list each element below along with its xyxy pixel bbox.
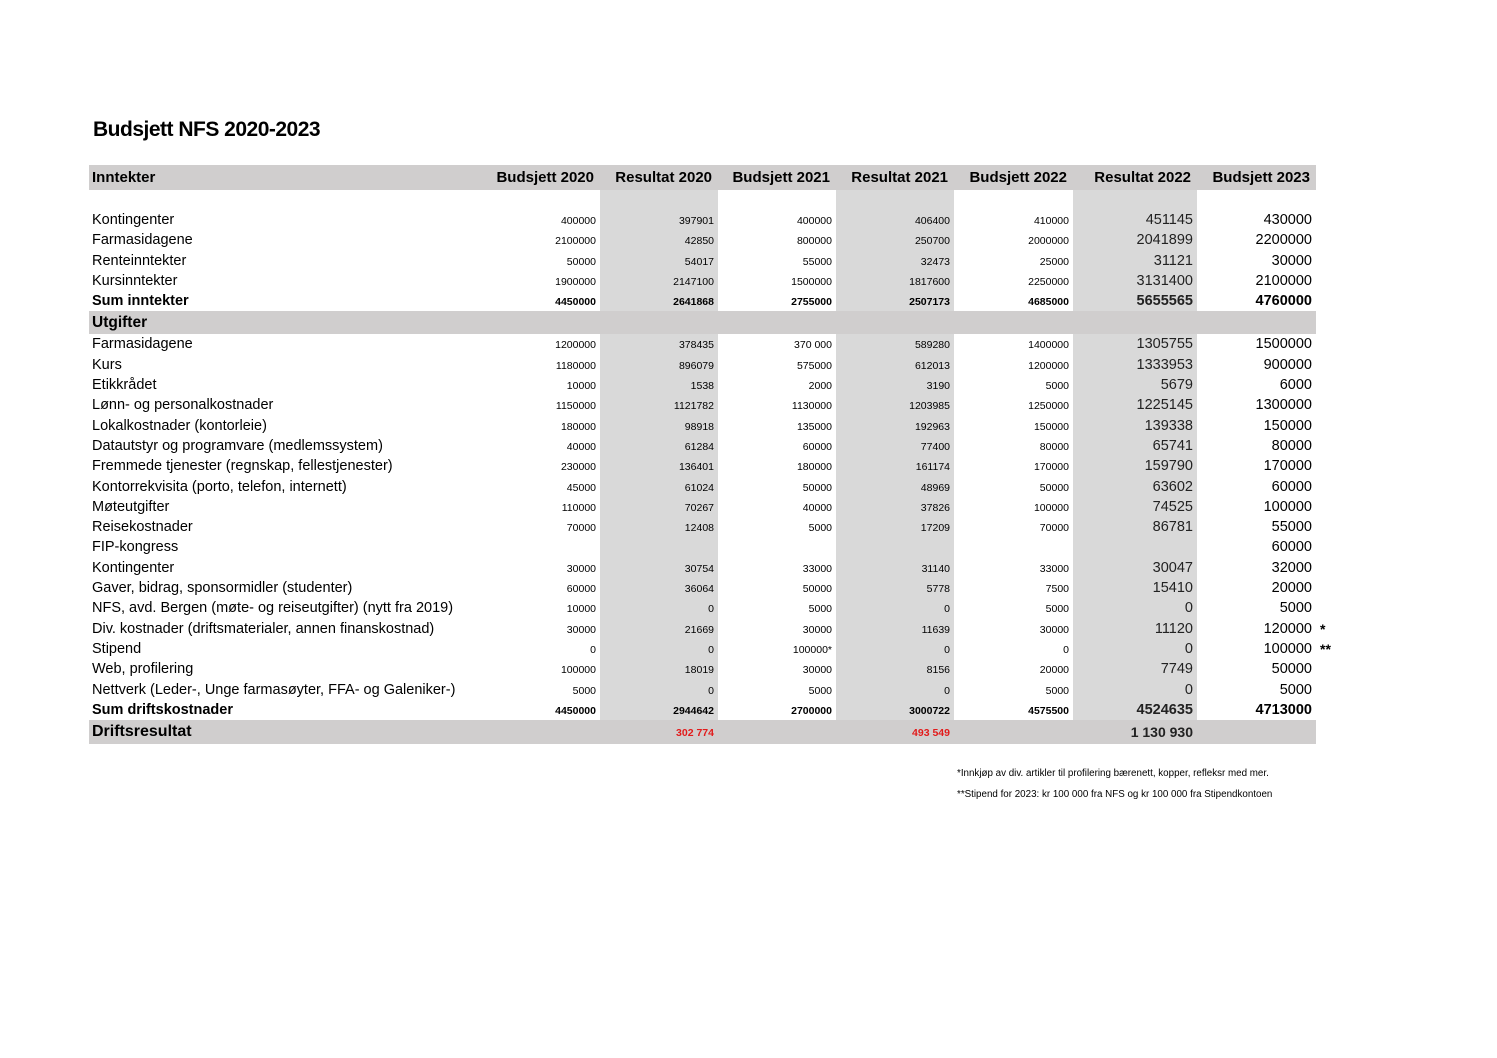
- value-cell: 33000: [1039, 562, 1069, 575]
- value-cell: 10000: [566, 380, 596, 393]
- value-cell: 55000: [802, 255, 832, 268]
- row-label: Datautstyr og programvare (medlemssystem): [92, 437, 383, 454]
- row-label: Kontingenter: [92, 212, 175, 228]
- value-cell: 135000: [796, 420, 832, 433]
- value-cell: 150000: [1263, 417, 1312, 434]
- value-cell: 575000: [796, 359, 832, 372]
- value-cell: 4524635: [1073, 700, 1197, 720]
- value-cell: 30000: [1271, 252, 1312, 269]
- header-budsjett-2021: Budsjett 2021: [732, 169, 830, 186]
- value-cell: [600, 537, 718, 557]
- value-cell: 493 549: [912, 727, 950, 740]
- header-resultat-2021: Resultat 2021: [851, 169, 948, 186]
- table-row: [89, 334, 1316, 354]
- value-cell: 60000: [802, 440, 832, 453]
- table-row: [89, 639, 1331, 659]
- value-cell: 0: [836, 598, 954, 618]
- value-cell: [1197, 720, 1316, 744]
- value-cell: 451145: [1073, 210, 1197, 230]
- value-cell: 18019: [600, 659, 718, 679]
- value-cell: 5000: [1045, 380, 1069, 393]
- value-cell: 2944642: [600, 700, 718, 720]
- value-cell: 400000: [796, 215, 832, 227]
- value-cell: 400000: [560, 215, 596, 227]
- value-cell: 3190: [836, 375, 954, 395]
- budget-table: [89, 165, 1331, 744]
- value-cell: 397901: [600, 210, 718, 230]
- income-section: [89, 210, 1316, 291]
- row-label: Reisekostnader: [92, 519, 193, 536]
- value-cell: 250700: [836, 230, 954, 250]
- table-row: [89, 680, 1316, 700]
- value-cell: 2755000: [791, 296, 832, 309]
- row-label: Nettverk (Leder-, Unge farmasøyter, FFA- og Galeniker-): [92, 681, 456, 698]
- value-cell: [954, 537, 1073, 557]
- row-label: Sum inntekter: [92, 293, 189, 310]
- value-cell: 30000: [566, 623, 596, 636]
- value-cell: 63602: [1073, 477, 1197, 497]
- value-cell: [483, 537, 600, 557]
- value-cell: 159790: [1073, 456, 1197, 476]
- table-row: [89, 477, 1316, 497]
- value-cell: 139338: [1073, 416, 1197, 436]
- value-cell: 1500000: [791, 275, 832, 288]
- value-cell: 20000: [1039, 664, 1069, 677]
- value-cell: 21669: [600, 619, 718, 639]
- value-cell: 1130000: [791, 400, 832, 413]
- value-cell: 2250000: [1028, 275, 1069, 288]
- value-cell: 11639: [836, 619, 954, 639]
- value-cell: 70000: [1039, 522, 1069, 535]
- page-title: Budsjett NFS 2020-2023: [93, 118, 321, 141]
- table-row: [89, 659, 1316, 679]
- value-cell: 60000: [566, 583, 596, 596]
- row-label: Driftsresultat: [92, 723, 192, 741]
- value-cell: 180000: [560, 420, 596, 433]
- table-row: [89, 598, 1316, 618]
- value-cell: 800000: [796, 235, 832, 248]
- value-cell: 378435: [600, 334, 718, 354]
- value-cell: 65741: [1073, 436, 1197, 456]
- value-cell: 100000*: [792, 643, 832, 656]
- value-cell: 60000: [1271, 478, 1312, 495]
- value-cell: 302 774: [676, 727, 714, 740]
- value-cell: 5778: [836, 578, 954, 598]
- table-row: [89, 578, 1316, 598]
- value-cell: 32473: [836, 251, 954, 271]
- row-label: Gaver, bidrag, sponsormidler (studenter): [92, 580, 353, 597]
- value-cell: 61024: [600, 477, 718, 497]
- row-label: Sum driftskostnader: [92, 701, 233, 718]
- value-cell: 2000: [808, 380, 832, 393]
- value-cell: 48969: [836, 477, 954, 497]
- value-cell: 150000: [1033, 420, 1069, 433]
- value-cell: 100000: [1263, 498, 1312, 515]
- value-cell: 120000: [1263, 620, 1312, 637]
- value-cell: 0: [1063, 643, 1069, 656]
- value-cell: 5000: [808, 603, 832, 616]
- value-cell: 17209: [836, 517, 954, 537]
- spacer-row: [89, 190, 1316, 210]
- header-resultat-2022: Resultat 2022: [1094, 169, 1191, 186]
- value-cell: 900000: [1263, 356, 1312, 373]
- value-cell: 98918: [600, 416, 718, 436]
- value-cell: 370 000: [794, 339, 832, 352]
- value-cell: 1200000: [1028, 359, 1069, 372]
- value-cell: 50000: [1039, 481, 1069, 494]
- value-cell: 86781: [1073, 517, 1197, 537]
- value-cell: 2700000: [791, 704, 832, 717]
- value-cell: 1400000: [1028, 339, 1069, 352]
- value-cell: 1900000: [555, 275, 596, 288]
- footnote-mark: *: [1320, 620, 1326, 637]
- table-row: [89, 210, 1316, 230]
- value-cell: 60000: [1271, 539, 1312, 556]
- table-row: [89, 497, 1316, 517]
- value-cell: 4713000: [1255, 701, 1312, 718]
- value-cell: 230000: [560, 461, 596, 474]
- row-label: Kursinntekter: [92, 272, 178, 289]
- value-cell: 2507173: [836, 291, 954, 311]
- footnote-mark: **: [1320, 640, 1331, 657]
- table-row: [89, 537, 1316, 557]
- value-cell: 0: [1073, 639, 1197, 659]
- value-cell: 170000: [1033, 461, 1069, 474]
- header-budsjett-2023: Budsjett 2023: [1212, 169, 1310, 186]
- value-cell: 50000: [802, 481, 832, 494]
- table-header-row: [89, 165, 1316, 190]
- value-cell: 5000: [808, 522, 832, 535]
- value-cell: 110000: [561, 501, 596, 514]
- row-label: Farmasidagene: [92, 336, 193, 353]
- value-cell: 40000: [802, 501, 832, 514]
- row-label: FIP-kongress: [92, 539, 179, 556]
- value-cell: 11120: [1073, 619, 1197, 639]
- value-cell: 70000: [566, 522, 596, 535]
- value-cell: 0: [600, 639, 718, 659]
- value-cell: [718, 537, 836, 557]
- value-cell: 0: [1073, 680, 1197, 700]
- value-cell: 0: [600, 598, 718, 618]
- value-cell: 8156: [836, 659, 954, 679]
- value-cell: 7749: [1073, 659, 1197, 679]
- value-cell: [483, 720, 600, 744]
- expense-sum-row: [89, 700, 1316, 720]
- value-cell: 1250000: [1028, 400, 1069, 413]
- value-cell: 430000: [1263, 212, 1312, 228]
- value-cell: 31140: [836, 558, 954, 578]
- value-cell: 20000: [1271, 580, 1312, 597]
- row-label: Fremmede tjenester (regnskap, fellestjenester): [92, 458, 393, 475]
- value-cell: 50000: [1271, 661, 1312, 678]
- table-row: [89, 619, 1326, 639]
- value-cell: 1200000: [555, 339, 596, 352]
- row-label: Lokalkostnader (kontorleie): [92, 417, 267, 434]
- value-cell: 589280: [836, 334, 954, 354]
- value-cell: 1225145: [1073, 395, 1197, 415]
- value-cell: 3000722: [836, 700, 954, 720]
- value-cell: 100000: [1263, 640, 1312, 657]
- row-label: Kurs: [92, 356, 122, 373]
- value-cell: 1150000: [555, 400, 596, 413]
- value-cell: 1 130 930: [1130, 724, 1193, 741]
- expenses-heading: Utgifter: [92, 314, 148, 332]
- header-inntekter: Inntekter: [92, 169, 156, 186]
- value-cell: 4575500: [1028, 704, 1069, 717]
- value-cell: 192963: [836, 416, 954, 436]
- value-cell: 1333953: [1073, 355, 1197, 375]
- value-cell: 5000: [1279, 600, 1312, 617]
- row-label: Etikkrådet: [92, 377, 157, 394]
- row-label: Renteinntekter: [92, 252, 187, 269]
- table-row: [89, 558, 1316, 578]
- table-row: [89, 416, 1316, 436]
- value-cell: [1073, 537, 1197, 557]
- value-cell: 1538: [600, 375, 718, 395]
- value-cell: 50000: [802, 583, 832, 596]
- value-cell: 0: [1073, 598, 1197, 618]
- value-cell: 2147100: [600, 271, 718, 291]
- value-cell: 74525: [1073, 497, 1197, 517]
- value-cell: 5655565: [1073, 291, 1197, 311]
- value-cell: 30000: [802, 623, 832, 636]
- value-cell: 180000: [796, 461, 832, 474]
- table-row: [89, 355, 1316, 375]
- value-cell: 100000: [1033, 501, 1069, 514]
- table-row: [89, 230, 1316, 250]
- table-row: [89, 517, 1316, 537]
- header-budsjett-2022: Budsjett 2022: [969, 169, 1067, 186]
- value-cell: 4760000: [1255, 293, 1312, 310]
- value-cell: 1500000: [1255, 336, 1312, 353]
- value-cell: 31121: [1073, 251, 1197, 271]
- value-cell: 410000: [1033, 215, 1069, 227]
- result-row: [89, 720, 1316, 744]
- value-cell: 1300000: [1255, 397, 1312, 414]
- value-cell: 42850: [600, 230, 718, 250]
- value-cell: [718, 720, 836, 744]
- row-label: Div. kostnader (driftsmaterialer, annen finanskostnad): [92, 620, 435, 637]
- value-cell: 5000: [1279, 681, 1312, 698]
- value-cell: 161174: [836, 456, 954, 476]
- value-cell: 0: [836, 680, 954, 700]
- value-cell: 15410: [1073, 578, 1197, 598]
- row-label: Web, profilering: [92, 661, 194, 678]
- value-cell: 5679: [1073, 375, 1197, 395]
- expense-section: [89, 334, 1331, 699]
- table-row: [89, 375, 1316, 395]
- header-resultat-2020: Resultat 2020: [615, 169, 712, 186]
- value-cell: 77400: [836, 436, 954, 456]
- value-cell: 5000: [808, 684, 832, 697]
- value-cell: 30000: [1039, 623, 1069, 636]
- value-cell: 30754: [600, 558, 718, 578]
- value-cell: 30000: [802, 664, 832, 677]
- table-row: [89, 456, 1316, 476]
- value-cell: 32000: [1271, 559, 1312, 576]
- value-cell: 0: [836, 639, 954, 659]
- row-label: Lønn- og personalkostnader: [92, 397, 274, 414]
- value-cell: 1121782: [600, 395, 718, 415]
- value-cell: 25000: [1039, 255, 1069, 268]
- row-label: NFS, avd. Bergen (møte- og reiseutgifter) (nytt fra 2019): [92, 600, 454, 617]
- value-cell: 1180000: [555, 359, 596, 372]
- value-cell: 4450000: [555, 704, 596, 717]
- value-cell: 10000: [566, 603, 596, 616]
- value-cell: 30047: [1073, 558, 1197, 578]
- value-cell: 5000: [572, 684, 596, 697]
- value-cell: 6000: [1279, 377, 1312, 394]
- table-row: [89, 251, 1316, 271]
- value-cell: [836, 537, 954, 557]
- table-row: [89, 395, 1316, 415]
- value-cell: 37826: [836, 497, 954, 517]
- value-cell: 7500: [1045, 583, 1069, 596]
- value-cell: 80000: [1039, 440, 1069, 453]
- value-cell: 70267: [600, 497, 718, 517]
- value-cell: 0: [590, 643, 596, 656]
- value-cell: 55000: [1271, 519, 1312, 536]
- value-cell: 2100000: [1255, 272, 1312, 289]
- value-cell: 100000: [560, 664, 596, 677]
- value-cell: 136401: [600, 456, 718, 476]
- row-label: Kontingenter: [92, 559, 175, 576]
- value-cell: 5000: [1045, 684, 1069, 697]
- value-cell: 170000: [1263, 458, 1312, 475]
- value-cell: 2100000: [555, 235, 596, 248]
- row-label: Farmasidagene: [92, 232, 193, 249]
- expenses-heading-row: [89, 311, 1316, 334]
- value-cell: 61284: [600, 436, 718, 456]
- value-cell: 12408: [600, 517, 718, 537]
- value-cell: 2041899: [1073, 230, 1197, 250]
- value-cell: 2200000: [1255, 232, 1312, 249]
- value-cell: 3131400: [1073, 271, 1197, 291]
- value-cell: [954, 720, 1073, 744]
- value-cell: 5000: [1045, 603, 1069, 616]
- value-cell: 1305755: [1073, 334, 1197, 354]
- value-cell: 896079: [600, 355, 718, 375]
- value-cell: 1817600: [836, 271, 954, 291]
- row-label: Kontorrekvisita (porto, telefon, internett): [92, 478, 347, 495]
- value-cell: 4450000: [555, 296, 596, 309]
- value-cell: 2641868: [600, 291, 718, 311]
- footnote-2: **Stipend for 2023: kr 100 000 fra NFS og kr 100 000 fra Stipendkontoen: [957, 789, 1273, 800]
- value-cell: 40000: [566, 440, 596, 453]
- value-cell: 80000: [1271, 437, 1312, 454]
- value-cell: 45000: [566, 481, 596, 494]
- value-cell: 36064: [600, 578, 718, 598]
- value-cell: 406400: [836, 210, 954, 230]
- table-row: [89, 271, 1316, 291]
- income-sum-row: [89, 291, 1316, 311]
- row-label: Møteutgifter: [92, 498, 170, 515]
- value-cell: 1203985: [836, 395, 954, 415]
- value-cell: 50000: [566, 255, 596, 268]
- footnote-1: *Innkjøp av div. artikler til profilering bærenett, kopper, refleksr med mer.: [957, 768, 1269, 779]
- value-cell: 612013: [836, 355, 954, 375]
- value-cell: 30000: [566, 562, 596, 575]
- value-cell: 2000000: [1028, 235, 1069, 248]
- table-row: [89, 436, 1316, 456]
- value-cell: 0: [600, 680, 718, 700]
- row-label: Stipend: [92, 640, 142, 657]
- value-cell: 33000: [802, 562, 832, 575]
- header-budsjett-2020: Budsjett 2020: [496, 169, 594, 186]
- value-cell: 4685000: [1028, 296, 1069, 309]
- value-cell: 54017: [600, 251, 718, 271]
